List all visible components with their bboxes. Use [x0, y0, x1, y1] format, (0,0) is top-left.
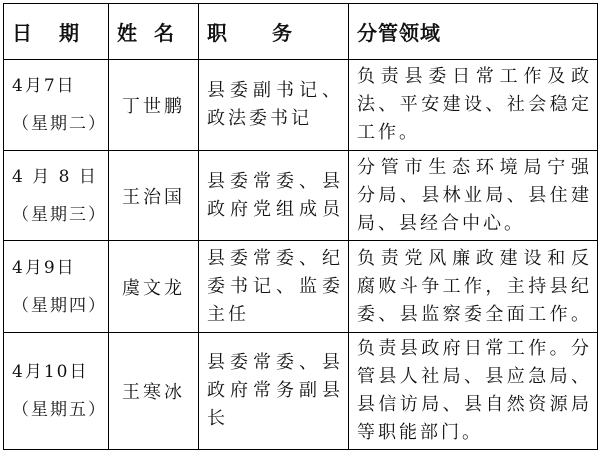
date-cell: [4, 60, 109, 151]
duty-line: 负责县委日常工作及政: [357, 66, 589, 87]
duty-cell: [349, 151, 598, 241]
name-cell: 王治国: [109, 151, 199, 241]
name-cell: 王寒冰: [109, 333, 199, 450]
duty-cell: [349, 60, 598, 151]
date-line: 4 月 8 日: [12, 166, 98, 187]
duty-line: 县信访局、县自然资源局: [357, 394, 589, 415]
weekday-line: （星期二）: [12, 114, 107, 134]
duty-line: 等职能部门。: [357, 422, 483, 443]
position-line: 县委常委、县: [207, 352, 340, 373]
header-position: 职 务: [199, 4, 349, 60]
position-line: 委书记、监委: [207, 275, 340, 297]
position-line: 主任: [207, 303, 249, 325]
position-line: 县委常委、纪: [207, 247, 340, 269]
duty-line: 管县人社局、县应急局、: [357, 366, 589, 387]
duty-line: 分局、县林业局、县住建: [357, 184, 589, 206]
date-cell: [4, 333, 109, 450]
position-line: 长: [207, 408, 228, 429]
table-row: [4, 60, 598, 151]
duty-cell: [349, 241, 598, 333]
duty-line: 负责县政府日常工作。分: [357, 338, 589, 359]
duty-line: 工作。: [357, 122, 420, 143]
name-cell: 丁世鹏: [109, 60, 199, 151]
date-line: 4月9日: [12, 257, 76, 278]
position-cell: [199, 333, 349, 450]
duty-line: 负责党风廉政建设和反: [357, 247, 589, 269]
date-cell: [4, 241, 109, 333]
schedule-table: [3, 3, 598, 450]
position-line: 政法委书记: [207, 108, 312, 129]
weekday-line: （星期五）: [12, 400, 107, 420]
position-line: 政府常务副县: [207, 380, 340, 401]
date-line: 4月10日: [12, 362, 89, 382]
duty-line: 法、平安建设、社会稳定: [357, 94, 589, 115]
table-row: [4, 241, 598, 333]
header-name: 姓 名: [109, 4, 199, 60]
table-row: [4, 151, 598, 241]
duty-line: 局、县经合中心。: [357, 212, 525, 234]
table-row: [4, 333, 598, 450]
name-cell: 虞文龙: [109, 241, 199, 333]
header-date: 日 期: [4, 4, 109, 60]
position-cell: [199, 60, 349, 151]
position-line: 政府党组成员: [207, 198, 340, 220]
weekday-line: （星期四）: [12, 295, 107, 316]
header-duty: 分管领域: [349, 4, 598, 60]
date-cell: [4, 151, 109, 241]
date-line: 4月7日: [12, 76, 76, 96]
weekday-line: （星期三）: [12, 204, 107, 225]
duty-line: 分管市生态环境局宁强: [357, 156, 589, 178]
header-row: [4, 4, 598, 60]
position-line: 县委副书记、: [207, 80, 340, 101]
duty-line: 腐败斗争工作，主持县纪: [357, 275, 589, 297]
position-cell: [199, 241, 349, 333]
duty-cell: [349, 333, 598, 450]
position-line: 县委常委、县: [207, 170, 340, 192]
position-cell: [199, 151, 349, 241]
duty-line: 委、县监察委全面工作。: [357, 303, 589, 325]
